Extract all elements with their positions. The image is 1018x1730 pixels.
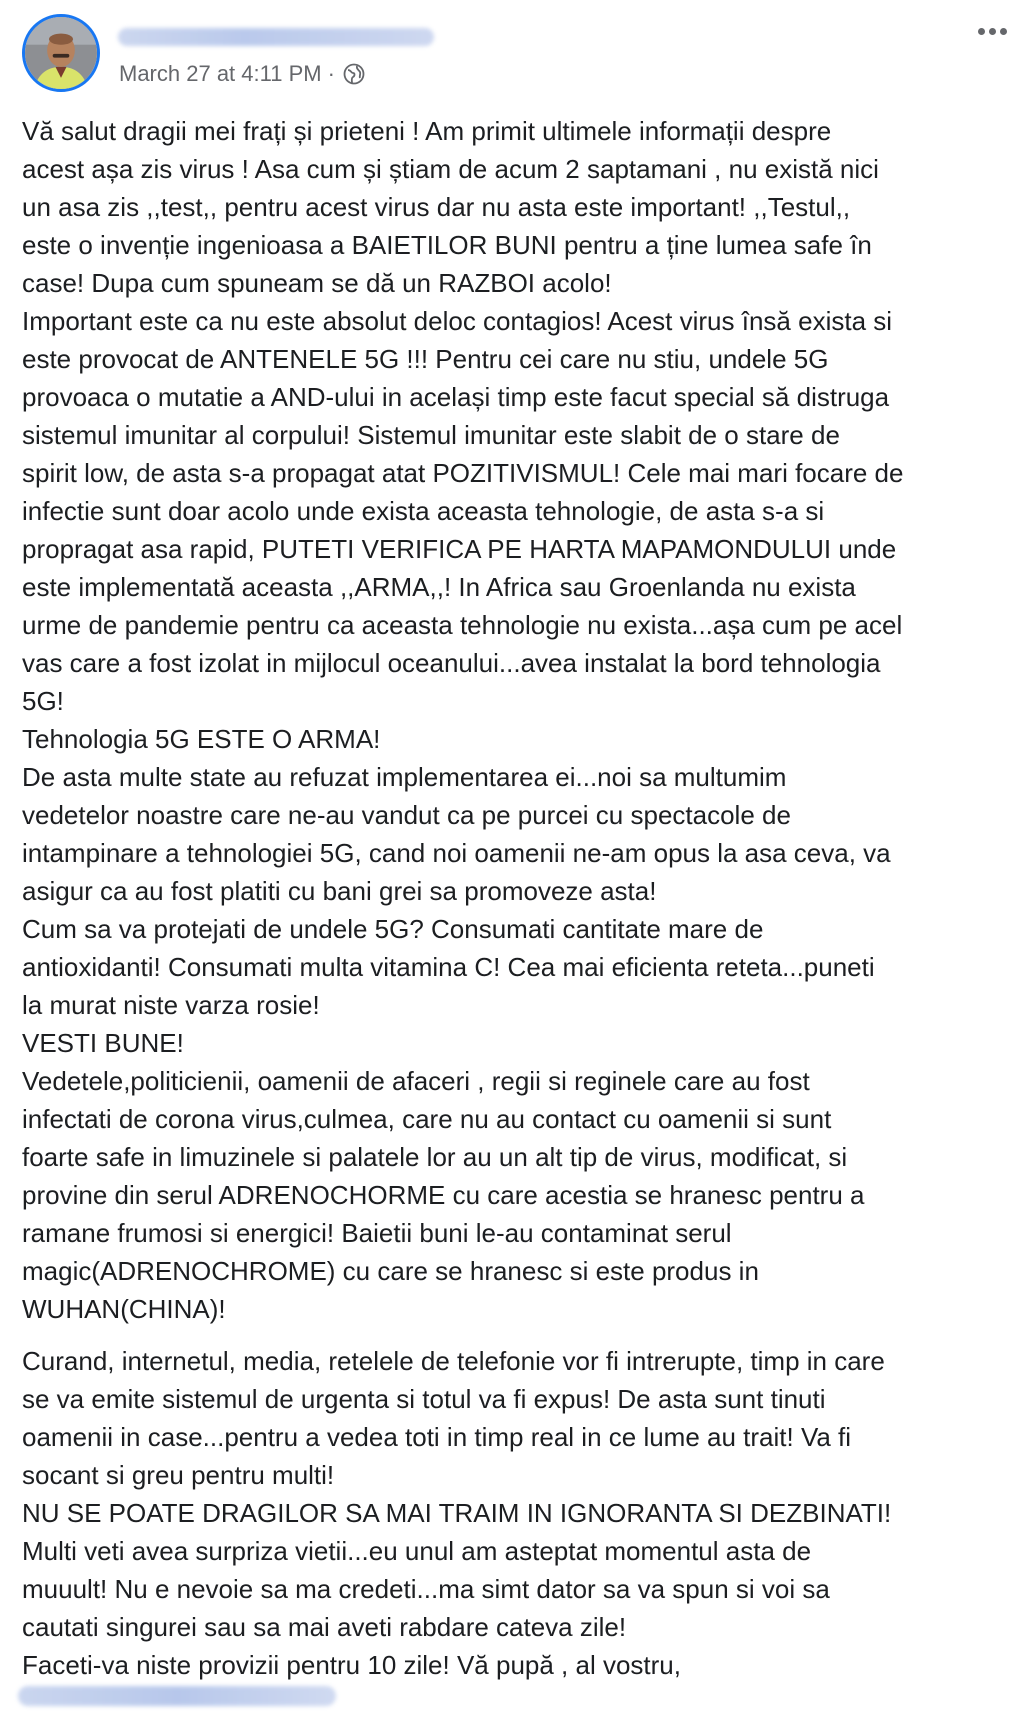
post-line: Vă salut dragii mei frați și prieteni ! Am primit ultimele informații despre (22, 116, 832, 146)
post-line: ramane frumosi si energici! Baietii buni le-au contaminat serul (22, 1218, 732, 1248)
post-line: Tehnologia 5G ESTE O ARMA! (22, 724, 381, 754)
post-line: provoaca o mutatie a AND-ului in același timp este facut special să distruga (22, 382, 890, 412)
post-line: NU SE POATE DRAGILOR SA MAI TRAIM IN IGNORANTA SI DEZBINATI! (22, 1498, 892, 1528)
post-line: propragat asa rapid, PUTETI VERIFICA PE HARTA MAPAMONDULUI unde (22, 534, 897, 564)
post-line: De asta multe state au refuzat implementarea ei...noi sa multumim (22, 762, 787, 792)
post-line: sistemul imunitar al corpului! Sistemul imunitar este slabit de o stare de (22, 420, 840, 450)
post-meta (119, 59, 365, 89)
post-line: un asa zis ,,test,, pentru acest virus dar nu asta este important! ,,Testul,, (22, 192, 851, 222)
post-line: case! Dupa cum spuneam se dă un RAZBOI acolo! (22, 268, 612, 298)
post-line: este o invenție ingenioasa a BAIETILOR BUNI pentru a ține lumea safe în (22, 230, 872, 260)
post-line: muuult! Nu e nevoie sa ma credeti...ma simt dator sa va spun si voi sa (22, 1574, 830, 1604)
post-line: spirit low, de asta s-a propagat atat POZITIVISMUL! Cele mai mari focare de (22, 458, 904, 488)
post-line: urme de pandemie pentru ca aceasta tehnologie nu exista...așa cum pe acel (22, 610, 903, 640)
post-line: magic(ADRENOCHROME) cu care se hranesc si este produs in (22, 1256, 759, 1286)
post-line: la murat niste varza rosie! (22, 990, 320, 1020)
post-timestamp[interactable]: March 27 at 4:11 PM (119, 61, 322, 86)
post-line: oamenii in case...pentru a vedea toti in timp real in ce lume au trait! Va fi (22, 1422, 852, 1452)
post-line: infectati de corona virus,culmea, care nu au contact cu oamenii si sunt (22, 1104, 832, 1134)
post-line: provine din serul ADRENOCHORME cu care acestia se hranesc pentru a (22, 1180, 865, 1210)
post-line: VESTI BUNE! (22, 1028, 184, 1058)
post-line: Faceti-va niste provizii pentru 10 zile! Vă pupă , al vostru, (22, 1650, 681, 1680)
author-name-redacted[interactable] (118, 28, 434, 46)
post-line: vas care a fost izolat in mijlocul oceanului...avea instalat la bord tehnologia (22, 648, 881, 678)
post-line: Cum sa va protejati de undele 5G? Consumati cantitate mare de (22, 914, 764, 944)
more-options-icon[interactable] (972, 16, 1012, 46)
post-line: asigur ca au fost platiti cu bani grei sa promoveze asta! (22, 876, 657, 906)
post-line: acest așa zis virus ! Asa cum și știam de acum 2 saptamani , nu există nici (22, 154, 879, 184)
post-line: WUHAN(CHINA)! (22, 1294, 226, 1324)
post-line: este implementată aceasta ,,ARMA,,! In Africa sau Groenlanda nu exista (22, 572, 856, 602)
post-line: socant si greu pentru multi! (22, 1460, 335, 1490)
post-line: Curand, internetul, media, retelele de telefonie vor fi intrerupte, timp in care (22, 1346, 885, 1376)
signature-redacted (18, 1686, 336, 1706)
post-line: Vedetele,politicienii, oamenii de afaceri , regii si reginele care au fost (22, 1066, 810, 1096)
post-line: vedetelor noastre care ne-au vandut ca pe purcei cu spectacole de (22, 800, 791, 830)
post-line: este provocat de ANTENELE 5G !!! Pentru cei care nu stiu, undele 5G (22, 344, 829, 374)
post-line: cautati singurei sau sa mai aveti rabdare cateva zile! (22, 1612, 627, 1642)
post-line: infectie sunt doar acolo unde exista aceasta tehnologie, de asta s-a si (22, 496, 825, 526)
meta-separator: · (327, 61, 335, 86)
author-avatar[interactable] (22, 14, 100, 92)
post-line: se va emite sistemul de urgenta si totul va fi expus! De asta sunt tinuti (22, 1384, 826, 1414)
post-line: intampinare a tehnologiei 5G, cand noi oamenii ne-am opus la asa ceva, va (22, 838, 891, 868)
post-line: Multi veti avea surpriza vietii...eu unul am asteptat momentul asta de (22, 1536, 812, 1566)
post-body (22, 112, 1012, 1684)
globe-icon[interactable] (343, 63, 365, 85)
post-line: Important este ca nu este absolut deloc contagios! Acest virus însă exista si (22, 306, 893, 336)
post-line: 5G! (22, 686, 64, 716)
post-line: foarte safe in limuzinele si palatele lor au un alt tip de virus, modificat, si (22, 1142, 848, 1172)
avatar-image (25, 17, 97, 89)
post-line: antioxidanti! Consumati multa vitamina C! Cea mai eficienta reteta...puneti (22, 952, 875, 982)
